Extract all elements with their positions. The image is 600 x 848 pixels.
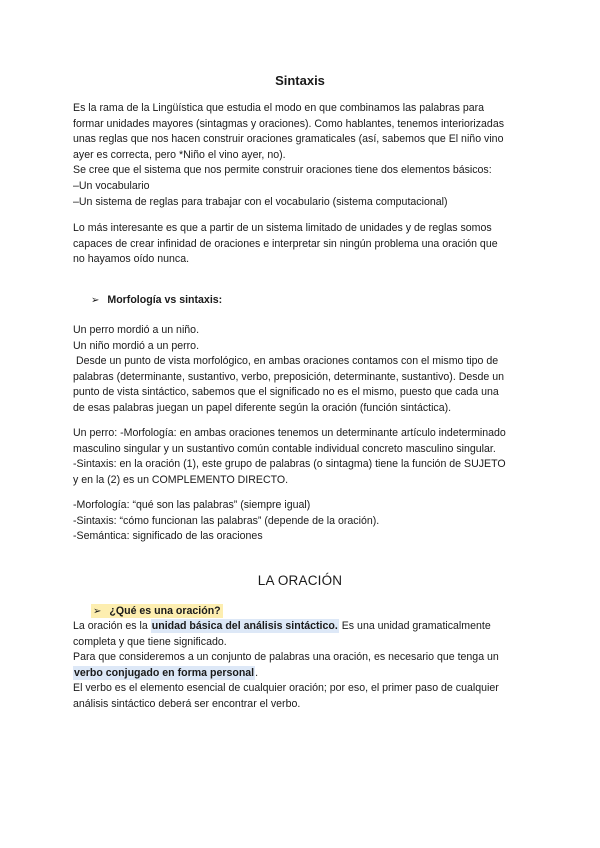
heading-highlight <box>91 604 223 618</box>
intro-line: formar unidades mayores (sintagmas y oraciones). Como hablantes, tenemos interiorizadas <box>73 117 505 130</box>
intro-paragraph <box>73 101 533 210</box>
summary-paragraph <box>73 498 533 545</box>
intro-line: ayer es correcta, pero *Niño el vino ayer, no). <box>73 148 286 161</box>
oracion-paragraph <box>73 619 533 713</box>
heading-morfologia-label: Morfología vs sintaxis: <box>107 294 223 306</box>
morf-line: punto de vista sintáctico, sabemos que el significado no es el mismo, puesto que cada una <box>73 386 499 399</box>
oracion-text: . <box>255 666 259 679</box>
perro-line: y en la (2) es un COMPLEMENTO DIRECTO. <box>73 473 289 486</box>
arrow-bullet-icon: ➢ <box>93 606 102 617</box>
morf-line: de esas palabras juegan un papel diferente según la oración (función sintáctica). <box>73 401 452 414</box>
arrow-bullet-icon: ➢ <box>91 294 100 306</box>
intro-line: –Un vocabulario <box>73 179 150 192</box>
oracion-line-3: Para que consideremos a un conjunto de palabras una oración, es necesario que tenga un <box>73 651 499 664</box>
oracion-line-6: análisis sintáctico deberá ser encontrar el verbo. <box>73 697 301 710</box>
oracion-text: Es una unidad gramaticalmente <box>338 620 491 632</box>
heading-morfologia <box>91 294 222 306</box>
highlight-verbo-conjugado: verbo conjugado en forma personal <box>74 666 255 679</box>
intro-line: Es la rama de la Lingüística que estudia el modo en que combinamos las palabras para <box>73 102 485 114</box>
intro-line: –Un sistema de reglas para trabajar con el vocabulario (sistema computacional) <box>73 195 448 208</box>
oracion-text: La oración es la <box>73 620 151 632</box>
oracion-line-1 <box>73 619 533 635</box>
intro-line: Se cree que el sistema que nos permite construir oraciones tiene dos elementos básicos: <box>73 164 492 177</box>
intro-line: unas reglas que nos hacen construir oraciones gramaticales (así, sabemos que El niño vino <box>73 133 504 146</box>
summary-line: -Morfología: “qué son las palabras” (siempre igual) <box>73 499 311 511</box>
oracion-line-5: El verbo es el elemento esencial de cualquier oración; por eso, el primer paso de cualquier <box>73 682 499 695</box>
oracion-line-4 <box>73 666 533 682</box>
morf-line: Un niño mordió a un perro. <box>73 339 200 352</box>
heading-oracion-label: ¿Qué es una oración? <box>109 605 221 617</box>
para2-line: capaces de crear infinidad de oraciones e interpretar sin ningún problema una oración que <box>73 237 498 250</box>
perro-line: -Sintaxis: en la oración (1), este grupo de palabras (o sintagma) tiene la función de SUJETO <box>73 458 506 471</box>
highlight-unidad-basica: unidad básica del análisis sintáctico. <box>151 620 338 632</box>
oracion-line-2: completa y que tiene significado. <box>73 635 227 648</box>
summary-line: -Semántica: significado de las oraciones <box>73 530 263 543</box>
morfologia-paragraph <box>73 323 533 417</box>
second-paragraph <box>73 221 533 268</box>
summary-line: -Sintaxis: “cómo funcionan las palabras” (depende de la oración). <box>73 514 380 527</box>
para2-line: Lo más interesante es que a partir de un sistema limitado de unidades y de reglas somos <box>73 222 492 234</box>
morf-line: Desde un punto de vista morfológico, en ambas oraciones contamos con el mismo tipo de <box>73 355 499 368</box>
para2-line: no hayamos oído nunca. <box>73 253 190 266</box>
page-title: Sintaxis <box>275 73 325 88</box>
perro-line: Un perro: -Morfología: en ambas oraciones tenemos un determinante artículo indeterminado <box>73 427 506 439</box>
section-title-la-oracion: LA ORACIÓN <box>257 573 343 588</box>
morf-line: palabras (determinante, sustantivo, verbo, preposición, determinante, sustantivo). Desde un <box>73 370 505 383</box>
un-perro-paragraph <box>73 426 533 488</box>
perro-line: masculino singular y un sustantivo común contable individual concreto masculino singular. <box>73 442 496 455</box>
heading-que-es-oracion <box>91 604 223 618</box>
morf-line: Un perro mordió a un niño. <box>73 324 200 336</box>
